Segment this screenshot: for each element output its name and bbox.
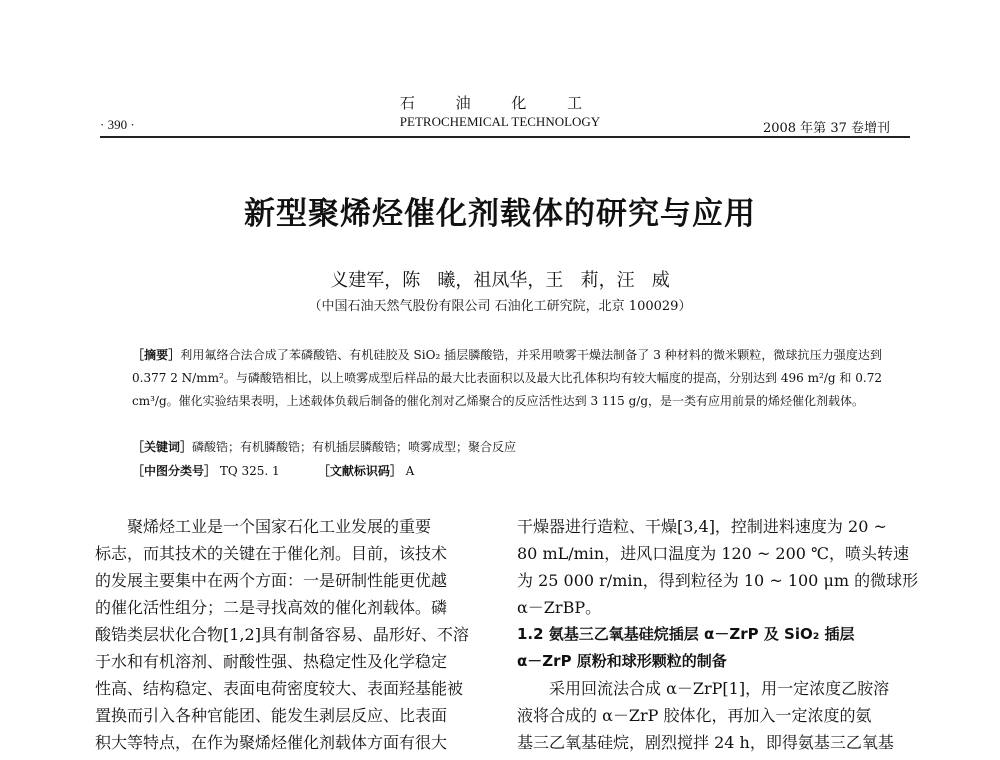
body-line: 性高、结构稳定、表面电荷密度较大、表面羟基能被 [95, 679, 464, 698]
body-line: 为 25 000 r/min，得到粒径为 10 ~ 100 μm 的微球形 [517, 571, 919, 590]
body-line: 聚烯烃工业是一个国家石化工业发展的重要 [127, 517, 432, 536]
section-heading: 1.2 氨基三乙氧基硅烷插层 α－ZrP 及 SiO₂ 插层 [517, 625, 855, 643]
section-heading-cont: α－ZrP 原粉和球形颗粒的制备 [517, 652, 727, 670]
affiliation: （中国石油天然气股份有限公司 石油化工研究院，北京 100029） [308, 299, 692, 314]
classification [132, 462, 414, 479]
body-column-right [517, 513, 919, 756]
body-line: 液将合成的 α－ZrP 胶体化，再加入一定浓度的氨 [517, 706, 872, 725]
doc-code-label: ［文献标识码］ [317, 464, 402, 478]
body-line: 置换而引入各种官能团、能发生剥层反应、比表面 [95, 706, 448, 725]
body-line: 积大等特点，在作为聚烯烃催化剂载体方面有很大 [95, 733, 448, 752]
body-line: 基三乙氧基硅烷，剧烈搅拌 24 h，即得氨基三乙氧基 [517, 733, 894, 752]
abstract-label: ［摘要］ [132, 348, 181, 362]
body-column-left [95, 513, 495, 756]
body-line: 的发展主要集中在两个方面：一是研制性能更优越 [95, 571, 448, 590]
body-line: 于水和有机溶剂、耐酸性强、热稳定性及化学稳定 [95, 652, 448, 671]
body-line: α－ZrBP。 [517, 598, 602, 617]
authors: 义建军，陈 曦，祖凤华，王 莉，汪 威 [330, 270, 670, 291]
keywords-text: 磷酸锆；有机膦酸锆；有机插层膦酸锆；喷雾成型；聚合反应 [192, 440, 517, 454]
journal-title-en: PETROCHEMICAL TECHNOLOGY [399, 114, 601, 129]
abstract [132, 344, 882, 413]
paper-title: 新型聚烯烃催化剂载体的研究与应用 [244, 196, 756, 232]
keywords-label: ［关键词］ [132, 440, 193, 454]
keywords [132, 438, 516, 455]
clc-value: TQ 325. 1 [219, 464, 280, 478]
body-line: 干燥器进行造粒、干燥[3,4]，控制进料速度为 20 ~ [517, 517, 887, 536]
issue-label: 2008 年第 37 卷增刊 [762, 121, 890, 136]
header-divider [100, 136, 910, 138]
body-line: 标志，而其技术的关键在于催化剂。目前，该技术 [95, 544, 448, 563]
page-number: · 390 · [100, 117, 135, 132]
body-line: 酸锆类层状化合物[1,2]具有制备容易、晶形好、不溶 [95, 625, 469, 644]
abstract-text: 利用氟络合法合成了苯磷酸锆、有机硅胶及 SiO₂ 插层膦酸锆，并采用喷雾干燥法制备了 3 种材料的微米颗粒，微球抗压力强度达到 0.377 2 N/mm²。与磷酸锆相比，以上喷雾成型后样品的最大比表面积以及最大比孔体积均有较大幅度的提高，分别达到 496 m²/g 和 0.72 cm³/g。催化实验结果表明，上述载体负载后制备的催化剂对乙烯聚合的反应活性达到 3 115 g/g，是一类有应用前景的烯烃催化剂载体。 [132, 348, 882, 408]
body-line: 80 mL/min，进风口温度为 120 ~ 200 ℃，喷头转速 [517, 544, 909, 563]
body-line: 采用回流法合成 α－ZrP[1]，用一定浓度乙胺溶 [549, 679, 890, 698]
body-line: 的催化活性组分；二是寻找高效的催化剂载体。磷 [95, 598, 448, 617]
clc-label: ［中图分类号］ [132, 464, 217, 478]
journal-title-cn: 石 油 化 工 [399, 94, 601, 112]
doc-code-value: A [405, 464, 415, 478]
